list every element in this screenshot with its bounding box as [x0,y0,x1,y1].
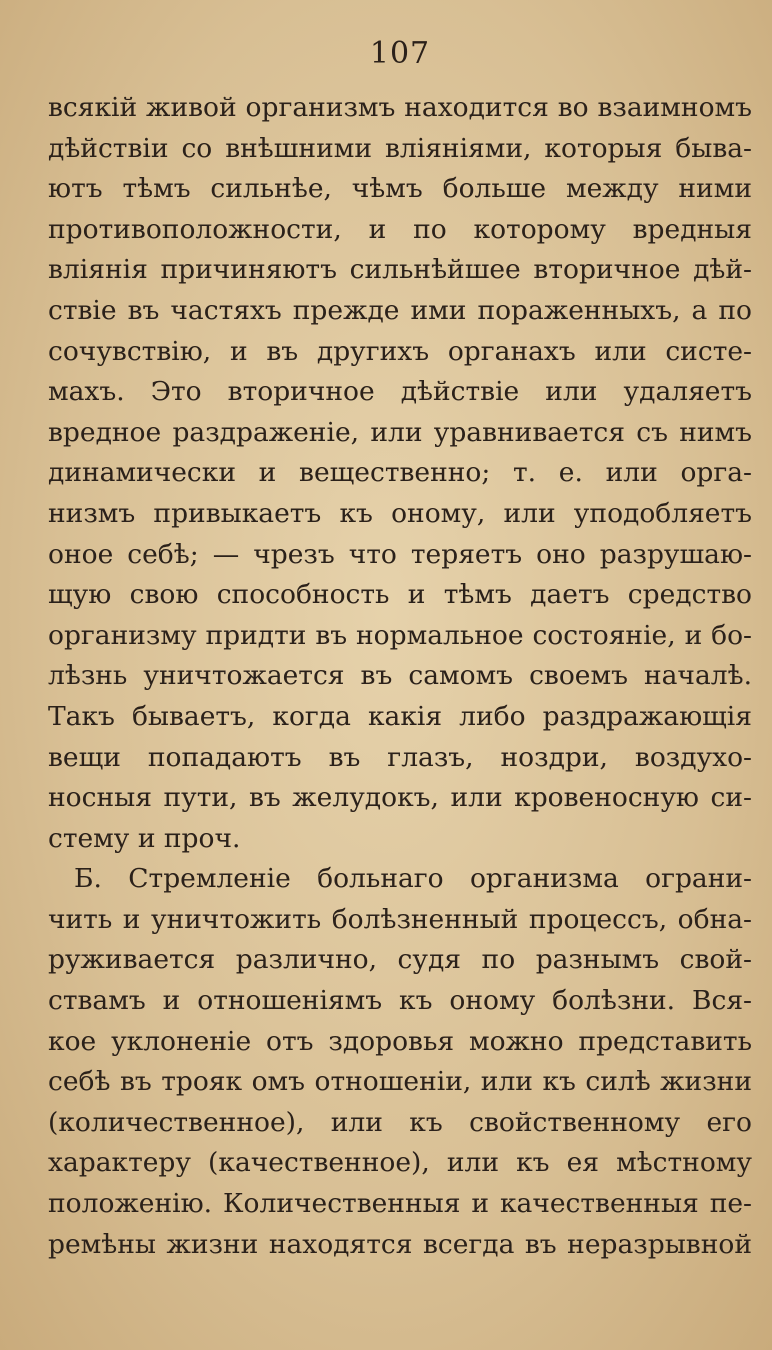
text-line: низмъ привыкаетъ къ оному, или уподобляетъ [48,497,752,529]
paragraph-2 [48,859,752,1265]
text-line: всякій живой организмъ находится во взаимномъ [48,92,752,123]
text-line: кое уклоненіе отъ здоровья можно представить [48,1025,752,1057]
text-line: организму придти въ нормальное состояніе, и бо- [48,619,752,651]
text-line: лѣзнь уничтожается въ самомъ своемъ началѣ. [48,660,752,692]
text-line: носныя пути, въ желудокъ, или кровеносную си- [48,782,752,814]
text-line: чить и уничтожить болѣзненный процессъ, обна- [48,903,752,935]
text-line: сочувствію, и въ другихъ органахъ или систе- [48,335,752,367]
text-line: руживается различно, судя по разнымъ свой- [48,944,752,976]
text-line: (количественное), или къ свойственному его [48,1106,752,1138]
text-line: Такъ бываетъ, когда какія либо раздражающія [48,700,752,732]
text-line: характеру (качественное), или къ ея мѣстному [48,1147,752,1179]
text-line: вещи попадаютъ въ глазъ, ноздри, воздухо- [48,741,752,773]
text-line: Б. Стремленіе больнаго организма ограни- [74,863,752,895]
text-line: вредное раздраженіе, или уравнивается съ нимъ [48,416,752,448]
page-number: 107 [369,36,431,71]
text-line: дѣйствіи со внѣшними вліяніями, которыя быва- [48,132,752,164]
text-line: стему и проч. [48,822,241,854]
text-line: положенію. Количественныя и качественныя пе- [48,1188,752,1220]
text-line: вліянія причиняютъ сильнѣйшее вторичное дѣй- [48,254,752,286]
text-line: динамически и вещественно; т. е. или орга- [48,457,752,489]
text-line: себѣ въ трояк омъ отношеніи, или къ силѣ жизни [48,1066,752,1098]
text-line: оное себѣ; — чрезъ что теряетъ оно разрушаю- [48,538,752,570]
text-line: противоположности, и по которому вредныя [48,213,752,245]
text-line: ствамъ и отношеніямъ къ оному болѣзни. Вся- [48,985,752,1017]
text-line: ремѣны жизни находятся всегда въ неразрывной [48,1228,752,1260]
text-line: щую свою способность и тѣмъ даетъ средство [48,579,752,611]
text-line: ютъ тѣмъ сильнѣе, чѣмъ больше между ними [48,173,752,205]
text-line: ствіе въ частяхъ прежде ими пораженныхъ, а по [48,294,752,326]
paragraph-1 [48,88,752,859]
text-line: махъ. Это вторичное дѣйствіе или удаляетъ [48,376,752,408]
